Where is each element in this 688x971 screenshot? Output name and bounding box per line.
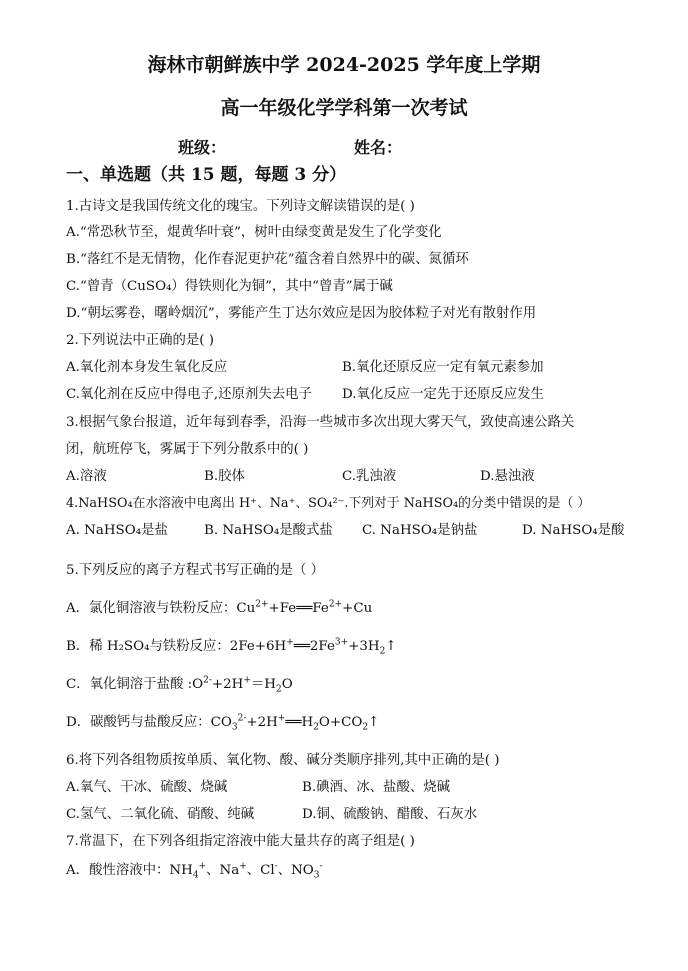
q5-stem: 5.下列反应的离子方程式书写正确的是（ ） [66,563,325,578]
q5-option-c-equation: $O^{2-}+2H^+=H_2O$ [192,675,293,695]
class-label: 班级： [178,138,227,157]
q3-option-c: C.乳浊液 [342,469,397,484]
q5-option-a-label: A．氯化铜溶液与铁粉反应： [66,601,237,616]
q3-option-a: A.溶液 [66,469,107,484]
q2-option-b: B.氧化还原反应一定有氧元素参加 [342,360,544,375]
q7-stem: 7.常温下，在下列各组指定溶液中能大量共存的离子组是( ) [66,834,415,849]
exam-title: 海林市朝鲜族中学 2024-2025 学年度上学期 [147,54,541,76]
q1-stem: 1.古诗文是我国传统文化的瑰宝。下列诗文解读错误的是( ) [66,199,415,214]
q3-stem-line2: 闭，航班停飞，雾属于下列分散系中的( ) [66,442,309,457]
q5-option-a-equation: $Cu^{2+}+Fe══Fe^{2+}+Cu$ [236,599,373,616]
q4-option-c: C. NaHSO₄是钠盐 [362,523,478,538]
q4-option-b: B. NaHSO₄是酸式盐 [204,523,333,538]
q5-option-b-equation: $2Fe+6H^+══2Fe^{3+}+3H_2↑$ [229,637,397,657]
q2-option-a: A.氧化剂本身发生氧化反应 [66,360,228,375]
q6-option-a: A.氧气、干冰、硫酸、烧碱 [66,780,228,795]
q3-option-b: B.胶体 [204,469,245,484]
q4-stem: 4.NaHSO₄在水溶液中电离出 H⁺、Na⁺、SO₄²⁻.下列对于 NaHSO₄的分类中错误的是（ ） [66,496,591,511]
q7-option-a [66,862,323,880]
q7-option-a-label: A．酸性溶液中： [66,863,170,878]
q1-option-d: D.“朝坛雾卷，曙岭烟沉”，雾能产生丁达尔效应是因为胶体粒子对光有散射作用 [66,306,537,321]
q2-stem: 2.下列说法中正确的是( ) [66,333,214,348]
q5-option-d [66,714,379,732]
q5-option-a [66,600,372,618]
q3-option-d: D.悬浊液 [480,469,535,484]
q2-option-d: D.氧化反应一定先于还原反应发生 [342,387,544,402]
q6-stem: 6.将下列各组物质按单质、氧化物、酸、碱分类顺序排列,其中正确的是( ) [66,753,500,768]
q6-option-c: C.氢气、二氧化硫、硝酸、纯碱 [66,807,255,822]
q4-option-a: A. NaHSO₄是盐 [66,523,168,538]
q6-option-d: D.铜、硫酸钠、醋酸、石灰水 [302,807,478,822]
q5-option-c [66,676,293,694]
q4-option-d: D. NaHSO₄是酸 [522,523,625,538]
q1-option-a: A.“常恐秋节至，焜黄华叶衰”，树叶由绿变黄是发生了化学变化 [66,225,442,240]
q2-option-c: C.氧化剂在反应中得电子,还原剂失去电子 [66,387,312,402]
exam-subtitle: 高一年级化学学科第一次考试 [220,97,468,119]
section-heading: 一、单选题（共 15 题，每题 3 分） [66,165,347,185]
q5-option-c-label: C．氧化铜溶于盐酸 : [66,677,193,692]
q5-option-d-equation: $CO_3^{2-}+2H^+══H_2O+CO_2↑$ [210,713,380,733]
name-label: 姓名： [354,138,403,157]
q5-option-d-label: D．碳酸钙与盐酸反应： [66,715,211,730]
q3-stem-line1: 3.根据气象台报道，近年每到春季，沿海一些城市多次出现大雾天气，致使高速公路关 [66,415,575,430]
q5-option-b-label: B．稀 H₂SO₄与铁粉反应： [66,639,230,654]
q1-option-c: C.“曾青（CuSO₄）得铁则化为铜”，其中“曾青”属于碱 [66,279,393,294]
q6-option-b: B.碘酒、冰、盐酸、烧碱 [302,780,451,795]
q7-option-a-ions: $NH_4^+$、Na+、Cl-、$NO_3^-$ [169,861,323,881]
q5-option-b [66,638,397,656]
q1-option-b: B.“落红不是无情物，化作春泥更护花”蕴含着自然界中的碳、氮循环 [66,252,469,267]
